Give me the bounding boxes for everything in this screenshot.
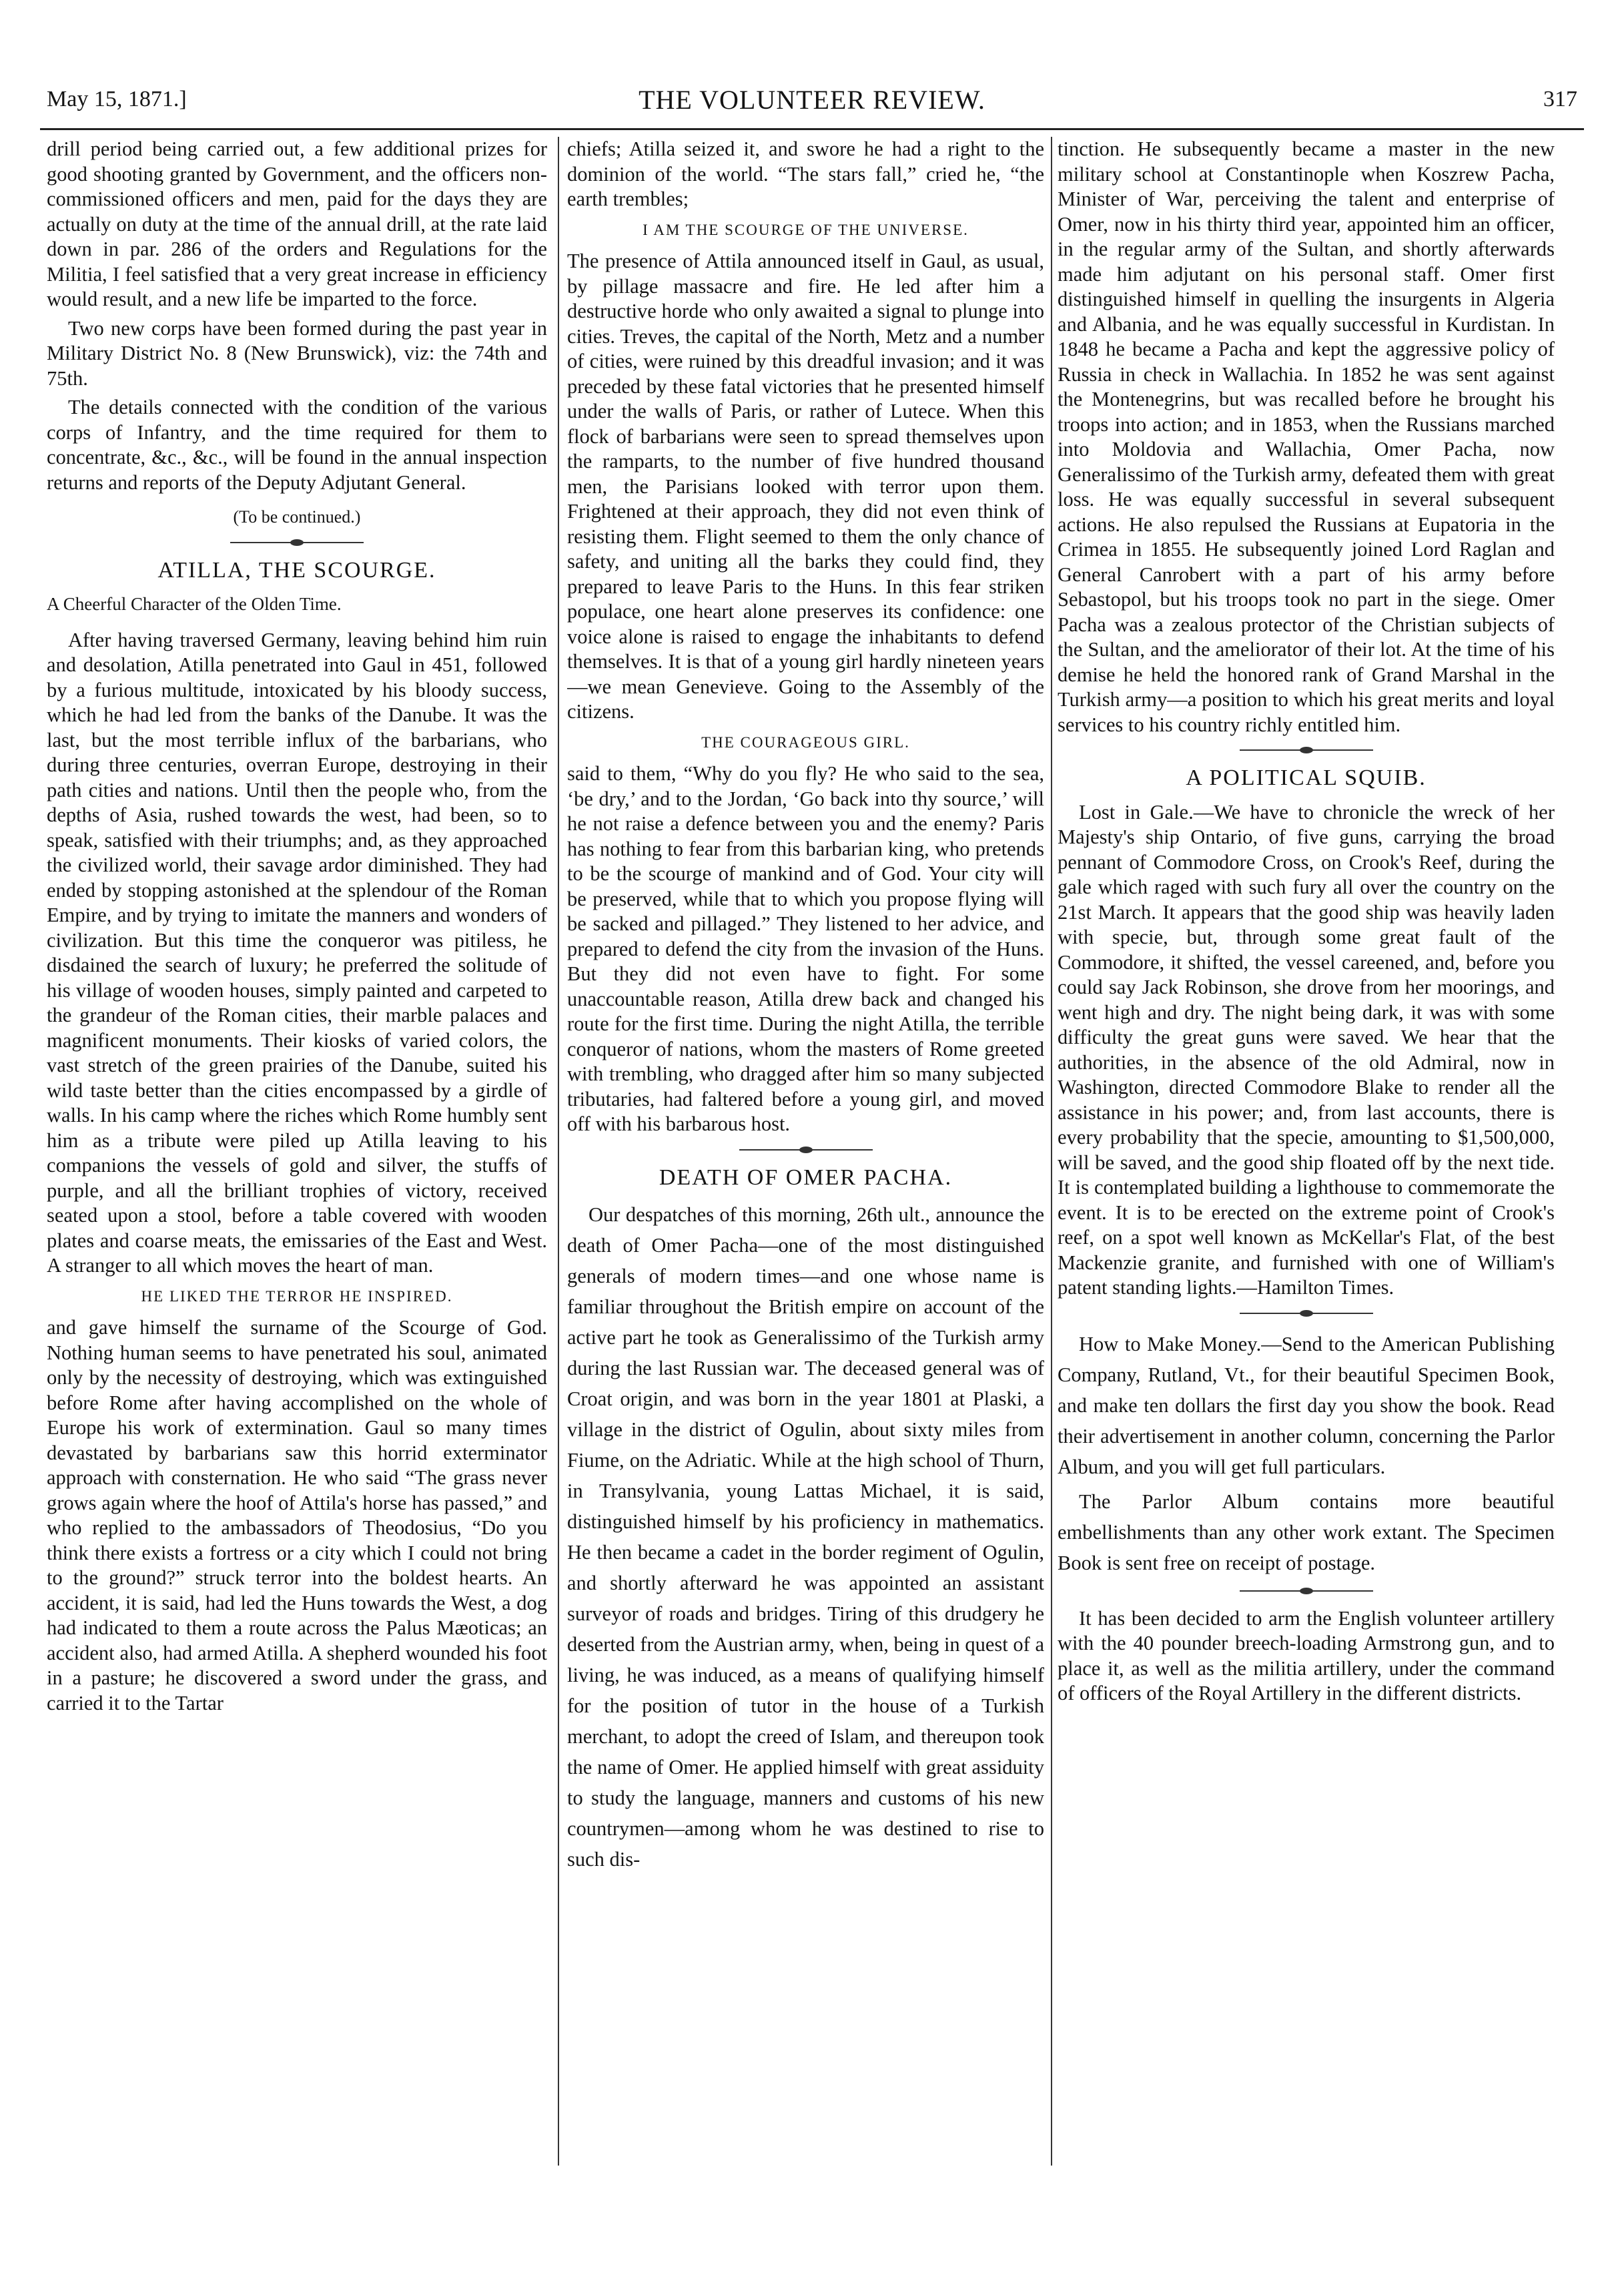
paragraph: The presence of Attila announced itself in Gaul, as usual, by pillage massacre and fire. He led after him a destructive horde who only awaited a signal to plunge into cities. Treves, the capital of the North, Metz and a number of cities, were ruined by this dreadful invasion; and it was preceded by these fatal victories that he presented himself under the walls of Paris, or rather of Lutece. When this flock of barbarians were seen to spread themselves upon the ramparts, to the number of five hundred thousand men, the Parisians looked with terror upon them. Frightened at their approach, they did not even think of resisting them. Flight seemed to them the only chance of safety, and uniting all the barks they could find, they prepared to leave Paris to the Huns. In this fear striken populace, one heart alone preserves its confidence: one voice alone is raised to engage the inhabitants to defend themselves. It is that of a young girl hardly nineteen years—we mean Genevieve. Going to the Assembly of the citizens. [567,250,1044,723]
paragraph: tinction. He subsequently became a master in the new military school at Constantinople when Koszrew Pacha, Minister of War, perceiving the talent and enterprise of Omer, now in his thirty third year, appointed him an officer, in the regular army of the Sultan, and shortly afterwards made him adjutant on his personal staff. Omer first distinguished himself in quelling the insurgents in Algeria and Albania, and he was equally successful in Kurdistan. In 1848 he became a Pacha and kept the aggressive policy of Russia in check in Wallachia. In 1852 he was sent against the Montenegrins, but was recalled before he brought his troops into action; and in 1853, when the Russians marched into Moldovia and Wallachia, Omer Pacha, now Generalissimo of the Turkish army, defeated them with great loss. He was equally successful in several subsequent actions. He also repulsed the Russians at Eupatoria in the Crimea in 1855. He subsequently joined Lord Raglan and General Canrobert with a part of his army before Sebastopol, but his troops took no part in the siege. Omer Pacha was a zealous protector of the Christian subjects of the Sultan, and the ameliorator of their lot. At the time of his demise he held the honored rank of Grand Marshal in the Turkish army—a position to which his great merits and loyal services to his country richly entitled him. [1058,137,1555,736]
paragraph: After having traversed Germany, leaving behind him ruin and desolation, Atilla penetrated into Gaul in 451, followed by a furious multitude, intoxicated by his bloody success, which he had led from the banks of the Danube. It was the last, but the most terrible influx of the barbarians, who during three centuries, overran Europe, destroying in their path cities and nations. Until then the people who, from the depths of Asia, rushed towards the west, had been, so to speak, satisfied with their triumphs; and, as they approached the civilized world, their savage ardor diminished. They had ended by stopping astonished at the splendour of the Roman Empire, and by trying to imitate the manners and wonders of civilization. But this time the conqueror was pitiless, he disdained the search of luxury; he preferred the solitude of his village of wooden houses, simply painted and carpeted to the grandeur of the Roman cities, their marble palaces and magnificent monuments. Their kiosks of varied colors, the vast stretch of the green prairies of the Danube, suited his wild taste better than the cities encompassed by a girdle of walls. In his camp where the riches which Rome humbly sent him as a tribute were piled up Atilla leaving to his companions the vessels of gold and silver, the stuffs of purple, and all the brilliant trophies of victory, received seated upon a stool, before a table covered with wooden plates and coarse meats, the emissaries of the East and West. A stranger to all which moves the heart of man. [47,628,547,1277]
publication-title: THE VOLUNTEER REVIEW. [639,85,985,115]
paragraph: and gave himself the surname of the Scourge of God. Nothing human seems to have penetrated his soul, animated only by the necessity of destroying, which was extinguished before Rome after having accomplished on the whole of Europe his work of extermination. Gaul so many times devastated by barbarians saw this horrid exterminator approach with consternation. He who said “The grass never grows again where the hoof of Attila's horse has passed,” and who replied to the ambassadors of Theodosius, “Do you think there exists a fortress or a city which I could not bring to the ground?” struck terror into the boldest hearts. An accident, it is said, had led the Huns towards the West, a dog had indicated to them a route across the Palus Mæoticas; an accident also, had armed Atilla. A shepherd wounded his foot in a pasture; he discovered a sword under the grass, and carried it to the Tartar [47,1316,547,1714]
column-rule [558,137,559,2166]
article-title: A POLITICAL SQUIB. [1186,765,1427,790]
section-divider [1240,1590,1373,1594]
section-divider [1240,749,1373,753]
section-heading: HE LIKED THE TERROR HE INSPIRED. [141,1287,453,1305]
paragraph: Lost in Gale.—We have to chronicle the wreck of her Majesty's ship Ontario, of five guns, carrying the broad pennant of Commodore Cross, on Crook's Reef, during the gale which raged with such fury all over the country on the 21st March. It appears that the good ship was heavily laden with specie, but, through some great fault of the Commodore, it shifted, the vessel careened, and, before you could say Jack Robinson, she drove from her moorings, and went high and dry. The night being dark, it was with some difficulty the great guns were saved. We hear that the authorities, in the absence of the old Admiral, now in Washington, directed Commodore Blake to render all the assistance in his power; and, from last accounts, there is every probability that the specie, amounting to $1,500,000, will be saved, and the good ship floated off by the next tide. It is contemplated building a lighthouse to commemorate the event. It is to be erected on the extreme point of Crook's reef, on a spot well known as McKellar's Flat, of the best Mackenzie granite, and furnished with one of William's patent standing lights.—Hamilton Times. [1058,800,1555,1299]
paragraph: Two new corps have been formed during the past year in Military District No. 8 (New Brunswick), viz: the 74th and 75th. [47,316,547,390]
article-title: DEATH OF OMER PACHA. [659,1165,953,1190]
paragraph: said to them, “Why do you fly? He who said to the sea, ‘be dry,’ and to the Jordan, ‘Go back into thy source,’ will he not raise a defence between you and the enemy? Paris has nothing to fear from this barbarian king, who pretends to be the scourge of mankind and of God. Your city will be preserved, while that to which you propose flying will be sacked and pillaged.” They listened to her advice, and prepared to defend the city from the invasion of the Huns. But they did not even have to fight. For some unaccountable reason, Atilla drew back and changed his route for the first time. During the night Atilla, the terrible conqueror of nations, whom the masters of Rome greeted with trembling, who dragged after him so many subjected tributaries, had faltered before a young girl, and moved off with his barbarous host. [567,762,1044,1135]
paragraph: It has been decided to arm the English volunteer artillery with the 40 pounder breech-loading Armstrong gun, and to place it, as well as the militia artillery, under the command of officers of the Royal Artillery in the different districts. [1058,1606,1555,1704]
article-subtitle: A Cheerful Character of the Olden Time. [47,594,342,614]
issue-date: May 15, 1871.] [47,87,187,111]
paragraph: The details connected with the condition of the various corps of Infantry, and the time required for them to concentrate, &c., &c., will be found in the annual inspection returns and reports of the Deputy Adjutant General. [47,396,547,494]
paragraph: The Parlor Album contains more beautiful embellishments than any other work extant. The Specimen Book is sent free on receipt of postage. [1058,1490,1555,1574]
section-divider [230,542,364,546]
column-3 [1058,137,1555,2172]
paragraph: chiefs; Atilla seized it, and swore he had a right to the dominion of the world. “The stars fall,” cried he, “the earth trembles; [567,137,1044,210]
section-heading: THE COURAGEOUS GIRL. [701,733,910,751]
page-number: 317 [1543,87,1577,111]
continued-note: (To be continued.) [233,507,361,527]
paragraph: How to Make Money.—Send to the American Publishing Company, Rutland, Vt., for their beautiful Specimen Book, and make ten dollars the first day you show the book. Read their advertisement in another column, concerning the Parlor Album, and you will get full particulars. [1058,1332,1555,1478]
paragraph: Our despatches of this morning, 26th ult., announce the death of Omer Pacha—one of the most distinguished generals of modern times—and one whose name is familiar throughout the British empire on account of the active part he took as Generalissimo of the Turkish army during the last Russian war. The deceased general was of Croat origin, and was born in the year 1801 at Plaski, a village in the district of Ogulin, about sixty miles from Fiume, on the Adriatic. While at the high school of Thurn, in Transylvania, young Lattas Michael, it is said, distinguished himself by his proficiency in mathematics. He then became a cadet in the border regiment of Ogulin, and shortly afterward he was appointed an assistant surveyor of roads and bridges. Tiring of this drudgery he deserted from the Austrian army, when, being in quest of a living, he was induced, as a means of qualifying himself for the position of tutor in the house of a Turkish merchant, to adopt the creed of Islam, and thereupon took the name of Omer. He applied himself with great assiduity to study the language, manners and customs of his new countrymen—among whom he was destined to rise to such dis- [567,1203,1044,1871]
paragraph: drill period being carried out, a few additional prizes for good shooting granted by Government, and the officers non-commissioned officers and men, paid for the days they are actually on duty at the time of the annual drill, at the rate laid down in par. 286 of the orders and Regulations for the Militia, I feel satisfied that a very great increase in efficiency would result, and a new life be imparted to the force. [47,137,547,310]
section-divider [1240,1313,1373,1317]
section-heading: I AM THE SCOURGE OF THE UNIVERSE. [643,221,969,238]
page-header [40,80,1584,120]
column-rule [1051,137,1052,2166]
section-divider [739,1149,873,1153]
column-1 [47,137,547,2172]
article-title: ATILLA, THE SCOURGE. [157,557,436,583]
header-rule [40,128,1584,130]
column-2 [567,137,1044,2172]
